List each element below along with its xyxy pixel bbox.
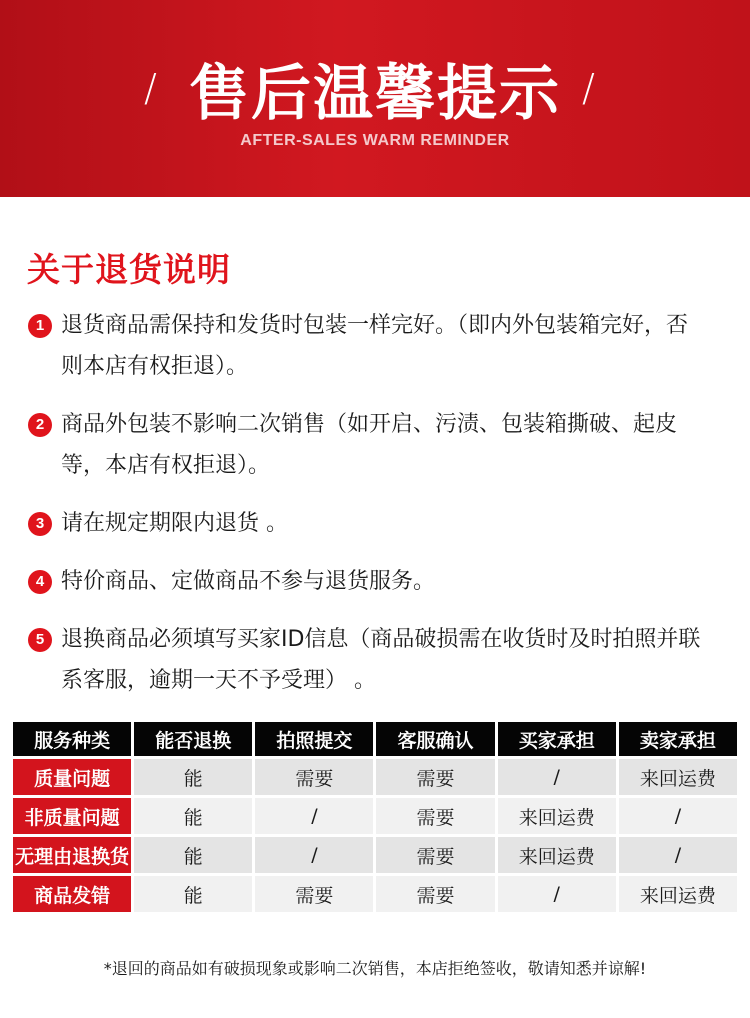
header-service-type: 服务种类 — [13, 722, 131, 756]
table-cell: 需要 — [376, 759, 494, 795]
header-buyer-pays: 买家承担 — [498, 722, 616, 756]
rule-text: 商品外包装不影响二次销售（如开启、污渍、包装箱撕破、起皮等，本店有权拒退）。 — [61, 412, 678, 478]
table-cell: 能 — [134, 837, 252, 873]
table-cell: / — [255, 798, 373, 834]
table-cell: 来回运费 — [498, 837, 616, 873]
rule-item-1 — [28, 305, 728, 387]
table-row — [13, 837, 737, 873]
rule-item-2 — [28, 404, 728, 486]
table-cell: 需要 — [376, 876, 494, 912]
table-cell: / — [498, 876, 616, 912]
section-heading: 关于退货说明 — [27, 250, 231, 289]
service-table — [10, 719, 740, 915]
rule-text: 特价商品、定做商品不参与退货服务。 — [61, 569, 436, 594]
table-cell: / — [619, 837, 737, 873]
category-cell: 商品发错 — [13, 876, 131, 912]
category-cell: 质量问题 — [13, 759, 131, 795]
rule-item-5 — [28, 619, 728, 701]
rule-text: 请在规定期限内退货 。 — [61, 511, 288, 536]
table-cell: 需要 — [376, 798, 494, 834]
table-cell: 需要 — [255, 876, 373, 912]
category-cell: 无理由退换货 — [13, 837, 131, 873]
table-cell: / — [619, 798, 737, 834]
rule-text: 退货商品需保持和发货时包装一样完好。（即内外包装箱完好，否则本店有权拒退）。 — [61, 313, 689, 379]
table-cell: 来回运费 — [619, 759, 737, 795]
table-cell: 能 — [134, 798, 252, 834]
table-row — [13, 876, 737, 912]
rule-item-4 — [28, 561, 728, 602]
header-returnable: 能否退换 — [134, 722, 252, 756]
table-cell: 能 — [134, 759, 252, 795]
rule-item-3 — [28, 503, 728, 544]
slash-left-decoration: / — [144, 66, 157, 110]
table-cell: / — [255, 837, 373, 873]
header-photo-submit: 拍照提交 — [255, 722, 373, 756]
number-badge-icon: 5 — [28, 628, 52, 652]
number-badge-icon: 1 — [28, 314, 52, 338]
table-cell: 需要 — [255, 759, 373, 795]
table-cell: 来回运费 — [619, 876, 737, 912]
table-header-row — [13, 722, 737, 756]
page-subtitle: AFTER-SALES WARM REMINDER — [240, 132, 510, 149]
number-badge-icon: 3 — [28, 512, 52, 536]
table-cell: 需要 — [376, 837, 494, 873]
header-seller-pays: 卖家承担 — [619, 722, 737, 756]
footer-note: *退回的商品如有破损现象或影响二次销售，本店拒绝签收，敬请知悉并谅解! — [103, 959, 647, 978]
rules-list — [28, 305, 728, 718]
table-cell: 能 — [134, 876, 252, 912]
table-row — [13, 798, 737, 834]
page-title: 售后温馨提示 — [189, 59, 561, 129]
rule-text: 退换商品必须填写买家ID信息（商品破损需在收货时及时拍照并联系客服，逾期一天不予受理） 。 — [61, 627, 701, 693]
table-cell: 来回运费 — [498, 798, 616, 834]
slash-right-decoration: / — [582, 66, 595, 110]
table-cell: / — [498, 759, 616, 795]
category-cell: 非质量问题 — [13, 798, 131, 834]
header-service-confirm: 客服确认 — [376, 722, 494, 756]
table-row — [13, 759, 737, 795]
number-badge-icon: 4 — [28, 570, 52, 594]
number-badge-icon: 2 — [28, 413, 52, 437]
header-banner — [0, 0, 750, 197]
